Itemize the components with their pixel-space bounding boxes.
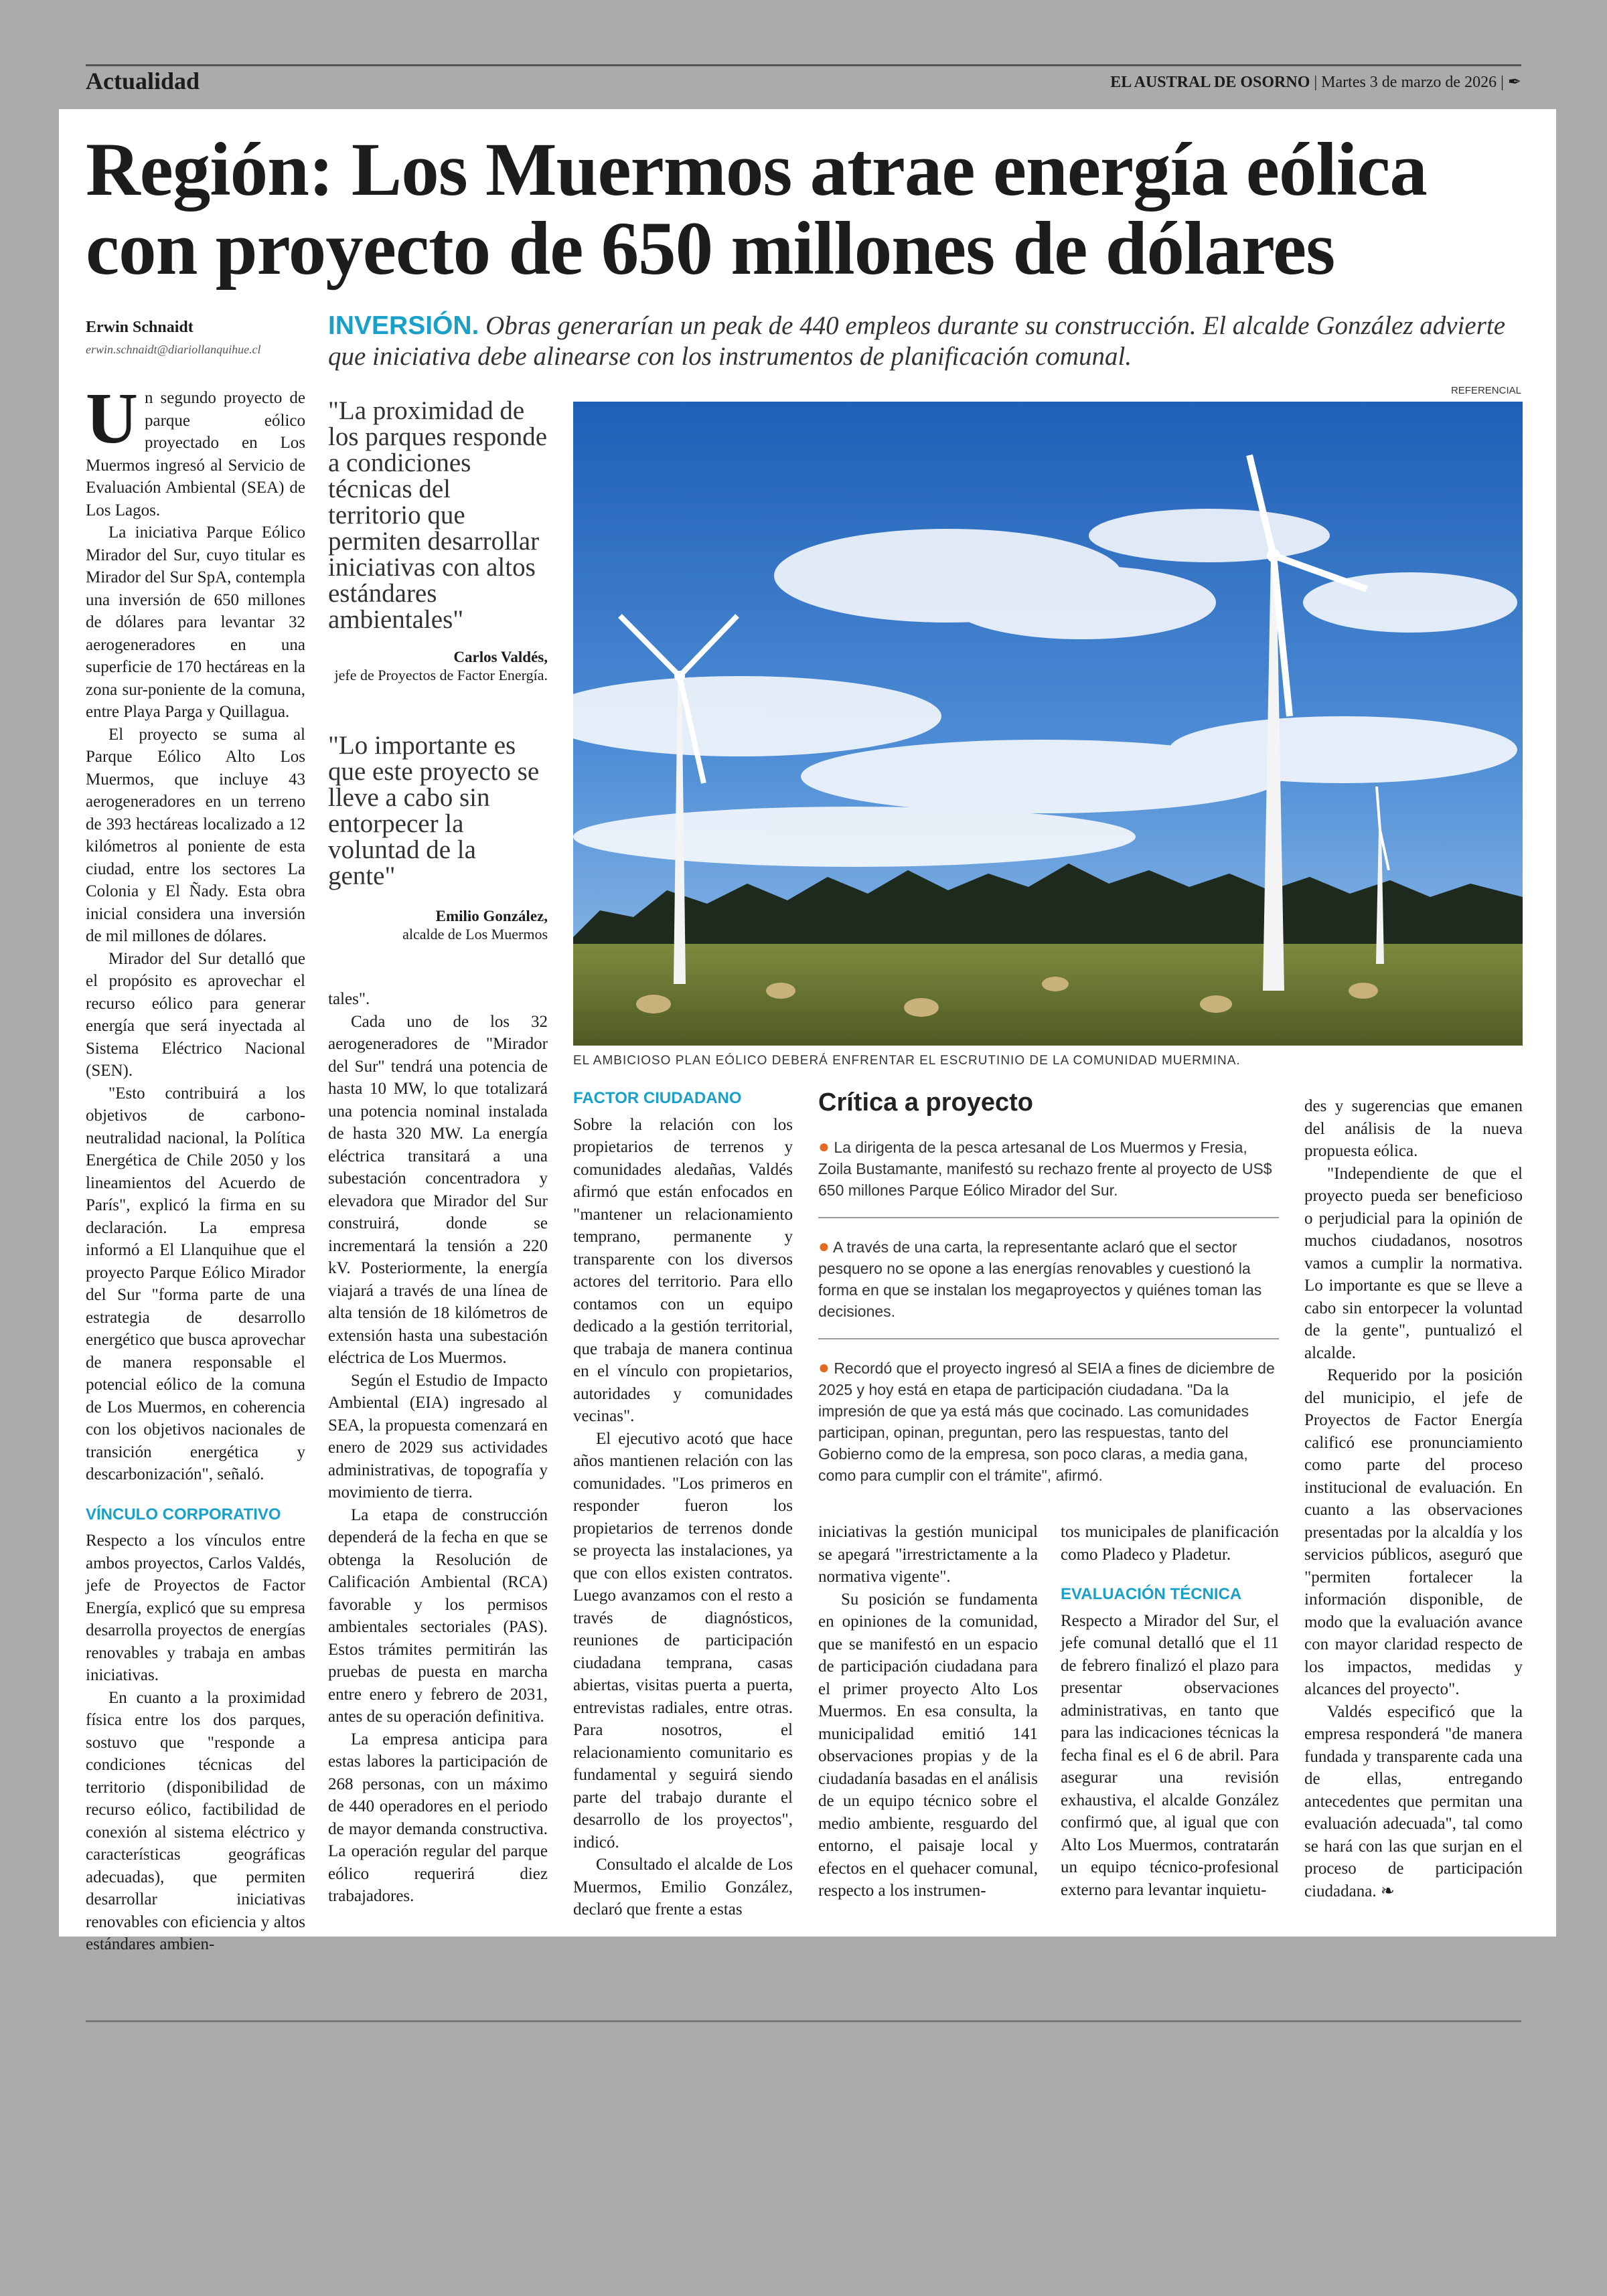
author-email[interactable]: erwin.schnaidt@diariollanquihue.cl [86,343,261,356]
sidebar-title: Crítica a proyecto [818,1088,1033,1117]
paragraph: tos municipales de planificación como Pladeco y Pladetur. [1061,1523,1279,1564]
wind-turbine-image [573,402,1523,1046]
sidebar-item [818,1351,1279,1502]
header-rule [86,64,1521,66]
paragraph [1304,1701,1523,1903]
paragraph: Cada uno de los 32 aerogeneradores de "Mirador del Sur" tendrá una potencia de hasta 10 MW, lo que totalizará una potencia nominal instalada de hasta 320 MW. La energía eléctrica transitará a una subestación concentradora y elevadora que Mirador del Sur construirá, donde se incrementará la tensión a 220 kV. Posteriormente, la energía viajará a través de una línea de alta tensión de 18 kilómetros de extensión hasta una subestación eléctrica de Los Muermos. [328,1012,548,1367]
column-3 [573,1087,793,1921]
paragraph: Requerido por la posición del municipio, el jefe de Proyectos de Factor Energía calificó ese pronunciamiento como parte del proceso institucional de evaluación. En cuanto a las observaciones presentadas por la alcaldía y los servicios públicos, aseguró que "permiten fortalecer la información disponible, de modo que la evaluación avance con mayor claridad respecto de los impactos, medidas y alcances del proyecto". [1304,1366,1523,1698]
bullet-icon: ● [818,1236,830,1256]
photo-credit: REFERENCIAL [1450,385,1521,396]
paragraph: n segundo proyecto de parque eólico proyectado en Los Muermos ingresó al Servicio de Evaluación Ambiental (SEA) de Los Lagos. [86,389,305,519]
sidebar-item-text: La dirigenta de la pesca artesanal de Los Muermos y Fresia, Zoila Bustamante, manifestó su rechazo frente al proyecto de US$ 650 millones Parque Eólico Mirador del Sur. [818,1139,1272,1199]
quote-author: Carlos Valdés, [453,649,548,665]
column-1 [86,379,305,1956]
author-name: Erwin Schnaidt [86,319,194,336]
column-5 [1061,1521,1279,1901]
paragraph: La empresa anticipa para estas labores la participación de 268 personas, con un máximo de 440 operadores en el periodo de mayor demanda constructiva. La operación regular del parque eólico requerirá diez trabajadores. [328,1730,548,1905]
bullet-icon: ● [818,1136,830,1157]
newspaper-name: EL AUSTRAL DE OSORNO [1110,74,1310,91]
quote-author: Emilio González, [435,908,548,924]
subhead-evaluacion: EVALUACIÓN TÉCNICA [1061,1585,1242,1603]
paragraph: "Independiente de que el proyecto pueda ser beneficioso o perjudicial para la opinión de muchos ciudadanos, nosotros vamos a cumplir la normativa. Lo importante es que se lleve a cabo sin entorpecer la voluntad de la gente", puntualizó el alcalde. [1304,1164,1523,1362]
sidebar-item [818,1131,1279,1218]
paragraph: En cuanto a la proximidad física entre los dos parques, sostuvo que "responde a condiciones técnicas del territorio (disponibilidad de recurso eólico, factibilidad de conexión al sistema eléctrico y características geográficas adecuadas), que permiten desarrollar iniciativas renovables con eficiencia y altos estándares ambien- [86,1688,305,1953]
sidebar-item [818,1230,1279,1339]
paragraph: tales". [328,990,370,1008]
paragraph: iniciativas la gestión municipal se apegará "irrestrictamente a la normativa vigente". [818,1523,1038,1586]
paragraph: La etapa de construcción dependerá de la fecha en que se obtenga la Resolución de Calificación Ambiental (RCA) favorable y los permisos ambientales sectoriales (PAS). Estos trámites permitirán las pruebas de puesta en marcha entre enero y febrero de 2031, antes de su operación definitiva. [328,1505,548,1726]
dropcap: U [86,379,138,459]
subhead-factor: FACTOR CIUDADANO [573,1089,742,1107]
photo-caption: EL AMBICIOSO PLAN EÓLICO DEBERÁ ENFRENTAR EL ESCRUTINIO DE LA COMUNIDAD MUERMINA. [573,1054,1241,1068]
column-6 [1304,1095,1523,1902]
headline-line-1: Región: Los Muermos atrae energía eólica [86,128,1427,212]
paragraph: Respecto a Mirador del Sur, el jefe comunal detalló que el 11 de febrero finalizó el plazo para presentar observaciones administrativas, en tanto que para las indicaciones técnicas la fecha final es el 6 de abril. Para asegurar una revisión exhaustiva, el alcalde González confirmó que, al igual que con Alto Los Muermos, contratarán un equipo técnico-profesional externo para levantar inquietu- [1061,1611,1279,1899]
bullet-icon: ● [818,1357,830,1378]
paragraph: El ejecutivo acotó que hace años mantienen relación con las comunidades. "Los primeros en responder fueron los propietarios de terrenos donde se proyecta las instalaciones, ya que con ellos existen contratos. Luego avanzamos con el resto a través de diagnósticos, reuniones de participación ciudadana temprana, casas abiertas, visitas puerta a puerta, entrevistas radiales, entre otras. Para nosotros, el relacionamiento comunitario es fundamental y seguirá siendo parte del trabajo durante el desarrollo de los proyectos", indicó. [573,1429,793,1852]
sidebar-item-text: Recordó que el proyecto ingresó al SEIA a fines de diciembre de 2025 y hoy está en etapa de participación ciudadana. "Da la impresión de que ya está más que cocinado. Las comunidades participan, opinan, preguntan, pero las respuestas, tanto del Gobierno como de la empresa, son poco claras, a media gana, como para cumplir con el trámite", afirmó. [818,1360,1275,1484]
quill-icon: ✒ [1507,74,1521,91]
deck-kicker: INVERSIÓN. [328,311,479,340]
sidebar-item-text: A través de una carta, la representante aclaró que el sector pesquero no se opone a las energías renovables y cuestionó la forma en que se instalan los megaproyectos y quiénes toman las decisiones. [818,1238,1262,1320]
column-2 [328,988,548,1908]
paragraph: des y sugerencias que emanen del análisis de la nueva propuesta eólica. [1304,1097,1523,1160]
paragraph-text: Valdés especificó que la empresa responderá "de manera fundada y transparente cada una de ellas, entregando antecedentes que permitan una evaluación adecuada", tal como se hará con las que surjan en el proceso de participación ciudadana. [1304,1702,1523,1900]
quote-role: jefe de Proyectos de Factor Energía. [334,667,548,683]
paragraph: El proyecto se suma al Parque Eólico Alto Los Muermos, que incluye 43 aerogeneradores en un terreno de 393 hectáreas localizado a 12 kilómetros al poniente de esta ciudad, entre los sectores La Colonia y El Ñady. Esta obra inicial considera una inversión de mil millones de dólares. [86,725,305,945]
paragraph: Su posición se fundamenta en opiniones de la comunidad, que se manifestó en un espacio de participación ciudadana para el primer proyecto Alto Los Muermos. En esa consulta, la municipalidad emitió 141 observaciones propias y de la ciudadanía basadas en el análisis de un equipo técnico sobre el medio ambiente, resguardo del entorno, el paisaje local y efectos en el quehacer comunal, respecto a los instrumen- [818,1590,1038,1900]
paragraph: Sobre la relación con los propietarios de terrenos y comunidades aledañas, Valdés afirmó que están enfocados en "mantener un relacionamiento temprano, permanente y transparente con los diversos actores del territorio. Para ello contamos con un equipo dedicado a la gestión territorial, que trabaja de manera continua en el vínculo con propietarios, autoridades y comunidades vecinas". [573,1115,793,1425]
pull-quote-2 [328,732,548,944]
quote-text: "Lo importante es que este proyecto se lleve a cabo sin entorpecer la voluntad de la gente" [328,731,540,890]
headline [86,128,1525,291]
pull-quote-1 [328,398,548,685]
section-label: Actualidad [86,68,200,94]
quote-role: alcalde de Los Muermos [402,926,548,942]
sidebar-critica [818,1084,1279,1514]
end-mark-icon: ❧ [1380,1882,1395,1900]
masthead [1110,72,1521,92]
paragraph: La iniciativa Parque Eólico Mirador del Sur, cuyo titular es Mirador del Sur SpA, contempla una inversión de 650 millones de dólares para levantar 32 aerogeneradores en una superficie de 170 hectáreas en la zona sur-poniente de la comuna, entre Playa Parga y Quillagua. [86,523,305,721]
paragraph: Mirador del Sur detalló que el propósito es aprovechar el recurso eólico para generar energía que será inyectada al Sistema Eléctrico Nacional (SEN). [86,949,305,1080]
deck-text: Obras generarían un peak de 440 empleos durante su construcción. El alcalde González advierte que iniciativa debe alinearse con los instrumentos de planificación comunal. [328,311,1506,371]
paragraph: "Esto contribuirá a los objetivos de carbono-neutralidad nacional, la Política Energética de Chile 2050 y los lineamientos del Acuerdo de París", explicó la firma en su declaración. La empresa informó a El Llanquihue que el proyecto Parque Eólico Mirador del Sur "forma parte de una estrategia de desarrollo energético que busca aprovechar de manera responsable el potencial eólico de la comuna de Los Muermos, en coherencia con los objetivos nacionales de transición energética y descarbonización", señaló. [86,1084,305,1483]
quote-text: "La proximidad de los parques responde a condiciones técnicas del territorio que permiten desarrollar iniciativas con altos estándares ambientales" [328,396,548,634]
column-4 [818,1521,1038,1902]
subhead-vinculo: VÍNCULO CORPORATIVO [86,1505,281,1524]
footer-rule [86,2020,1521,2022]
issue-date: | Martes 3 de marzo de 2026 | [1314,74,1504,91]
paragraph: Consultado el alcalde de Los Muermos, Emilio González, declaró que frente a estas [573,1856,793,1918]
paragraph: Respecto a los vínculos entre ambos proyectos, Carlos Valdés, jefe de Proyectos de Factor Energía, explicó que su empresa desarrolla proyectos de energías renovables y trabaja en ambas iniciativas. [86,1532,305,1684]
wind-farm-photo [573,402,1523,1046]
headline-line-2: con proyecto de 650 millones de dólares [86,207,1335,291]
paragraph: Según el Estudio de Impacto Ambiental (EIA) ingresado al SEA, la propuesta comenzará en enero de 2029 sus actividades administrativas, de topografía y movimiento de tierra. [328,1371,548,1501]
deck [328,311,1533,372]
